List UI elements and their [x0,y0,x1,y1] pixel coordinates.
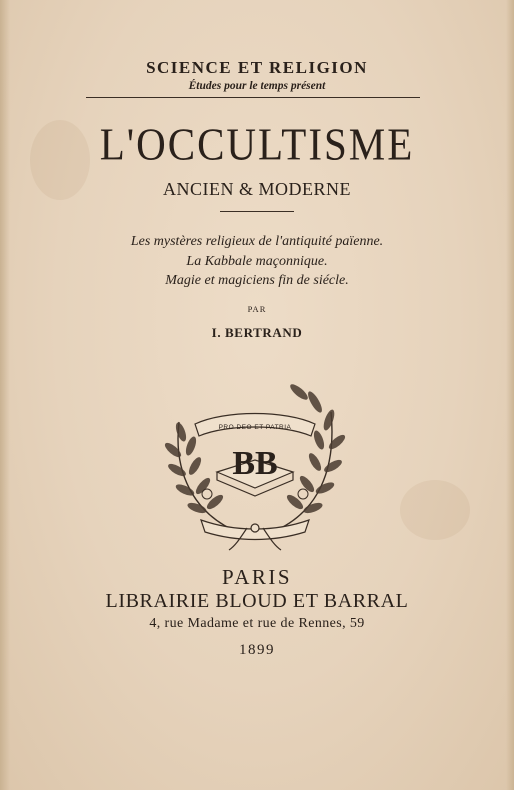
publisher-emblem [155,362,355,557]
imprint-publisher: LIBRAIRIE BLOUD ET BARRAL [105,590,409,612]
flower-icon [202,489,212,499]
imprint-city: PARIS [221,565,293,589]
imprint-year: 1899 [239,642,275,658]
monogram: BB [232,445,278,482]
banner-motto: PRO DEO ET PATRIA [218,424,292,431]
description-line: La Kabbale maçonnique. [186,254,328,269]
book-title: L'OCCULTISME [99,118,415,170]
series-title: SCIENCE ET RELIGION [146,58,368,77]
top-rule [86,97,420,98]
title-rule [220,211,294,212]
imprint-address: 4, rue Madame et rue de Rennes, 59 [149,616,365,631]
description-line: Magie et magiciens fin de siécle. [165,273,349,288]
by-label: PAR [247,304,267,314]
series-subtitle: Études pour le temps présent [188,80,326,92]
flower-icon [298,489,308,499]
laurel-left-stem [178,422,233,530]
paper-stain [400,480,470,540]
book-subtitle: ANCIEN & MODERNE [163,179,351,199]
author-name: I. BERTRAND [211,325,303,340]
description-line: Les mystères religieux de l'antiquité païenne. [130,234,384,249]
